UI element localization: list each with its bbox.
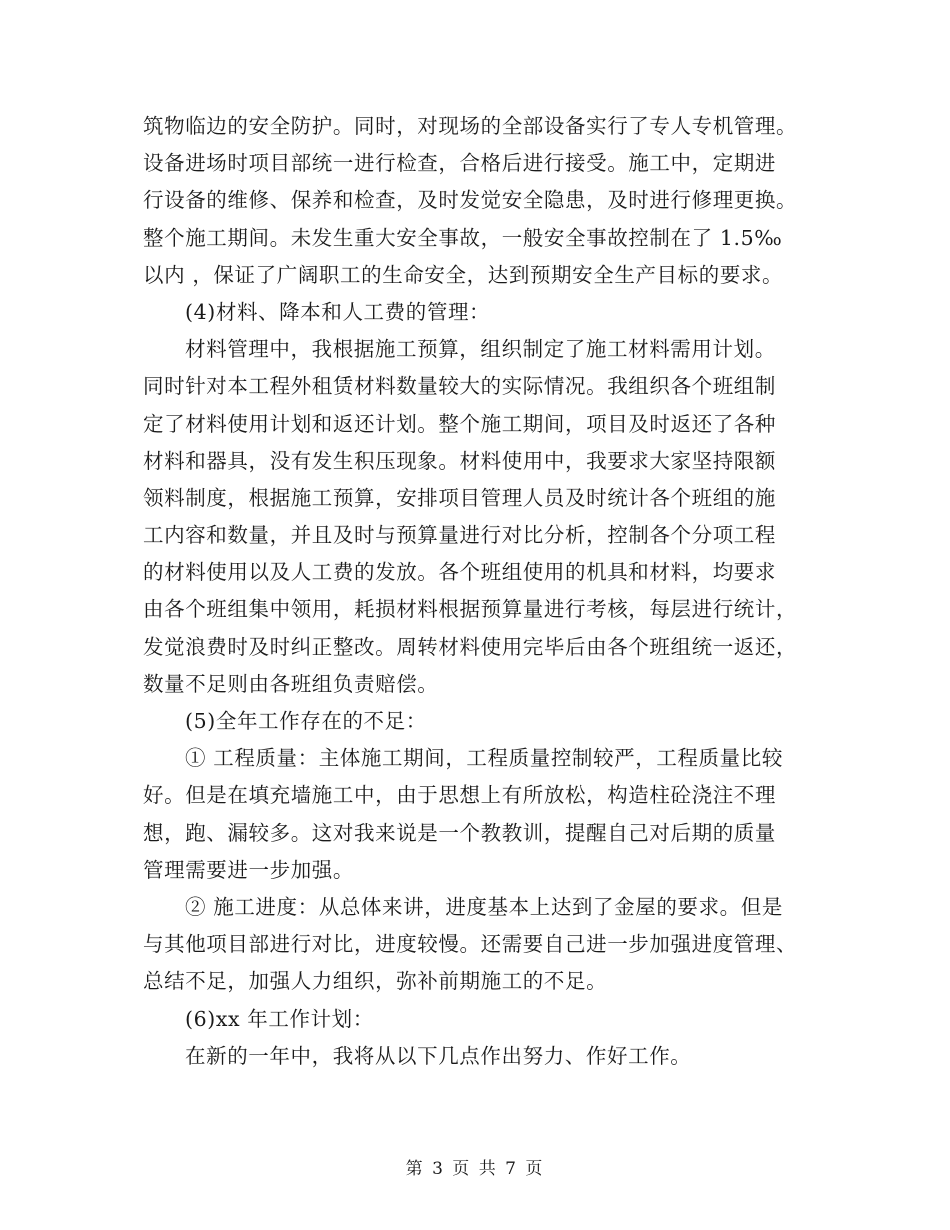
text-line: (4)材料、降本和人工费的管理：	[185, 299, 491, 324]
text-line: 同时针对本工程外租赁材料数量较大的实际情况。我组织各个班组制	[143, 374, 776, 399]
text-line: 整个施工期间。未发生重大安全事故，一般安全事故控制在了 1.5‰	[143, 225, 783, 250]
text-line: 工内容和数量，并且及时与预算量进行对比分析，控制各个分项工程	[143, 523, 776, 548]
page-footer: 第 3 页 共 7 页	[405, 1159, 545, 1179]
text-line: 的材料使用以及人工费的发放。各个班组使用的机具和材料，均要求	[143, 560, 776, 585]
text-line: 与其他项目部进行对比，进度较慢。还需要自己进一步加强进度管理、	[143, 932, 798, 957]
text-line: 领料制度，根据施工预算，安排项目管理人员及时统计各个班组的施	[143, 485, 776, 510]
document-body	[143, 108, 813, 1075]
text-line: 定了材料使用计划和返还计划。整个施工期间，项目及时返还了各种	[143, 411, 776, 436]
text-line: 好。但是在填充墙施工中，由于思想上有所放松，构造柱砼浇注不理	[143, 783, 776, 808]
text-line: 设备进场时项目部统一进行检查，合格后进行接受。施工中，定期进	[143, 151, 776, 176]
text-line: (6)xx 年工作计划：	[185, 1006, 374, 1031]
text-line: 发觉浪费时及时纠正整改。周转材料使用完毕后由各个班组统一返还，	[143, 634, 798, 659]
text-line: 材料管理中，我根据施工预算，组织制定了施工材料需用计划。	[185, 337, 776, 362]
text-line: ② 施工进度：从总体来讲，进度基本上达到了金屋的要求。但是	[185, 894, 783, 919]
text-line: 数量不足则由各班组负责赔偿。	[143, 671, 439, 696]
text-line: (5)全年工作存在的不足：	[185, 709, 427, 733]
text-line: 想，跑、漏较多。这对我来说是一个教教训，提醒自己对后期的质量	[143, 820, 776, 845]
text-line: 管理需要进一步加强。	[143, 857, 354, 882]
text-line: ① 工程质量：主体施工期间，工程质量控制较严，工程质量比较	[185, 746, 783, 771]
text-line: 筑物临边的安全防护。同时，对现场的全部设备实行了专人专机管理。	[143, 114, 798, 138]
text-line: 由各个班组集中领用，耗损材料根据预算量进行考核，每层进行统计，	[143, 597, 798, 622]
text-line: 总结不足，加强人力组织，弥补前期施工的不足。	[143, 969, 608, 994]
text-line: 材料和器具，没有发生积压现象。材料使用中，我要求大家坚持限额	[143, 448, 776, 473]
text-line: 行设备的维修、保养和检查，及时发觉安全隐患，及时进行修理更换。	[143, 188, 798, 213]
text-line: 以内 ，保证了广阔职工的生命安全，达到预期安全生产目标的要求。	[143, 262, 784, 287]
text-line: 在新的一年中，我将从以下几点作出努力、作好工作。	[185, 1043, 692, 1068]
